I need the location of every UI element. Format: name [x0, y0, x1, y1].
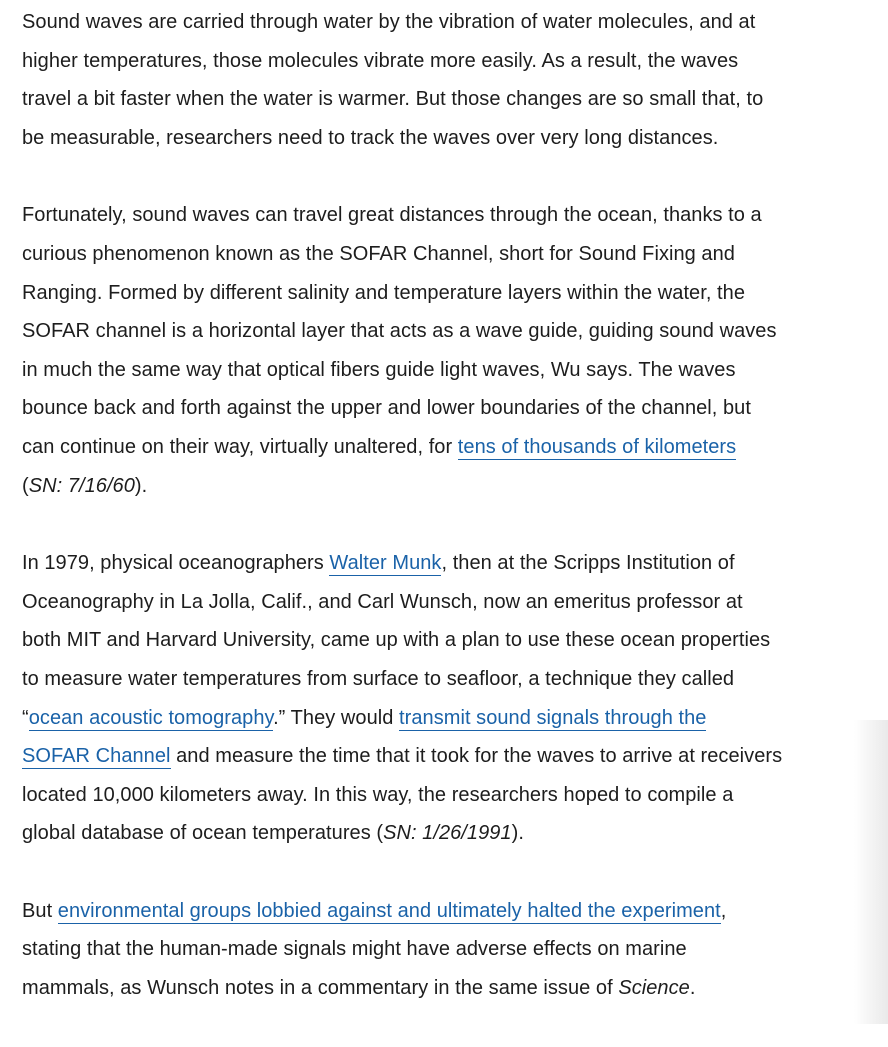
paragraph-3-line-8-text: global database of ocean temperatures ( — [22, 822, 384, 845]
link-transmit-sound-signals[interactable]: transmit sound signals through the — [399, 706, 707, 729]
paragraph-3-line-2: Oceanography in La Jolla, Calif., and Carl Wunsch, now an emeritus professor at — [22, 590, 743, 613]
paragraph-2-line-1: Fortunately, sound waves can travel great distances through the ocean, thanks to a — [22, 204, 762, 227]
paragraph-4-line-1-text: But — [22, 899, 58, 922]
paragraph-4 — [22, 892, 888, 1008]
paragraph-2 — [22, 196, 888, 505]
article-body — [22, 3, 888, 1047]
paragraph-2-line-2: curious phenomenon known as the SOFAR Channel, short for Sound Fixing and — [22, 242, 735, 265]
journal-name-science: Science — [618, 977, 690, 1000]
paragraph-3-line-8 — [22, 814, 888, 853]
paragraph-2-line-6: bounce back and forth against the upper and lower boundaries of the channel, but — [22, 397, 751, 420]
paragraph-4-line-3-text: mammals, as Wunsch notes in a commentary in the same issue of — [22, 977, 619, 1000]
link-sofar-channel[interactable]: SOFAR Channel — [22, 745, 171, 768]
citation-close-paren: ). — [511, 822, 524, 845]
paragraph-1 — [22, 3, 888, 157]
paragraph-3-line-7: located 10,000 kilometers away. In this way, the researchers hoped to compile a — [22, 783, 734, 806]
paragraph-2-line-3: Ranging. Formed by different salinity and temperature layers within the water, the — [22, 281, 745, 304]
link-tens-of-thousands-of-kilometers[interactable]: tens of thousands of kilometers — [457, 435, 737, 458]
citation-close-paren: ). — [134, 474, 148, 497]
paragraph-4-line-3 — [22, 969, 888, 1008]
paragraph-3-line-3: both MIT and Harvard University, came up with a plan to use these ocean properties — [22, 629, 771, 652]
paragraph-3-line-4: to measure water temperatures from surface to seafloor, a technique they called — [22, 667, 735, 690]
citation-sn-1-26-1991: SN: 1/26/1991 — [383, 822, 512, 845]
paragraph-2-line-4: SOFAR channel is a horizontal layer that acts as a wave guide, guiding sound waves — [22, 320, 777, 343]
paragraph-3-line-5-text: .” They would — [273, 706, 400, 729]
paragraph-3-line-5 — [22, 699, 888, 738]
paragraph-1-line-1: Sound waves are carried through water by the vibration of water molecules, and at — [22, 11, 756, 33]
paragraph-3-line-1-text: In 1979, physical oceanographers — [22, 552, 330, 575]
paragraph-4-line-1-tail: , — [720, 899, 727, 922]
paragraph-3 — [22, 544, 888, 853]
paragraph-3-line-1-tail: , then at the Scripps Institution of — [441, 552, 735, 575]
paragraph-1-line-3: travel a bit faster when the water is warmer. But those changes are so small that, to — [22, 88, 764, 111]
link-environmental-groups[interactable]: environmental groups lobbied against and ultimately halted the experiment — [57, 899, 721, 922]
paragraph-1-line-4: be measurable, researchers need to track the waves over very long distances. — [22, 126, 719, 149]
paragraph-2-line-7-text: can continue on their way, virtually unaltered, for — [22, 435, 458, 458]
paragraph-2-line-5: in much the same way that optical fibers guide light waves, Wu says. The waves — [22, 358, 736, 381]
paragraph-3-line-6 — [22, 737, 888, 776]
paragraph-3-line-1 — [22, 544, 888, 583]
paragraph-3-line-6-text: and measure the time that it took for the waves to arrive at receivers — [170, 745, 783, 768]
paragraph-2-line-7 — [22, 428, 888, 467]
paragraph-2-line-8 — [22, 467, 888, 506]
paragraph-4-line-3-tail: . — [689, 977, 696, 1000]
citation-open-paren: ( — [22, 474, 29, 497]
link-ocean-acoustic-tomography[interactable]: ocean acoustic tomography — [28, 706, 274, 729]
paragraph-4-line-2: stating that the human-made signals might have adverse effects on marine — [22, 938, 687, 961]
link-walter-munk[interactable]: Walter Munk — [329, 552, 442, 575]
citation-sn-7-16-60: SN: 7/16/60 — [28, 474, 135, 497]
paragraph-4-line-1 — [22, 892, 888, 931]
paragraph-1-line-2: higher temperatures, those molecules vibrate more easily. As a result, the waves — [22, 49, 739, 72]
open-quote: “ — [22, 706, 29, 729]
